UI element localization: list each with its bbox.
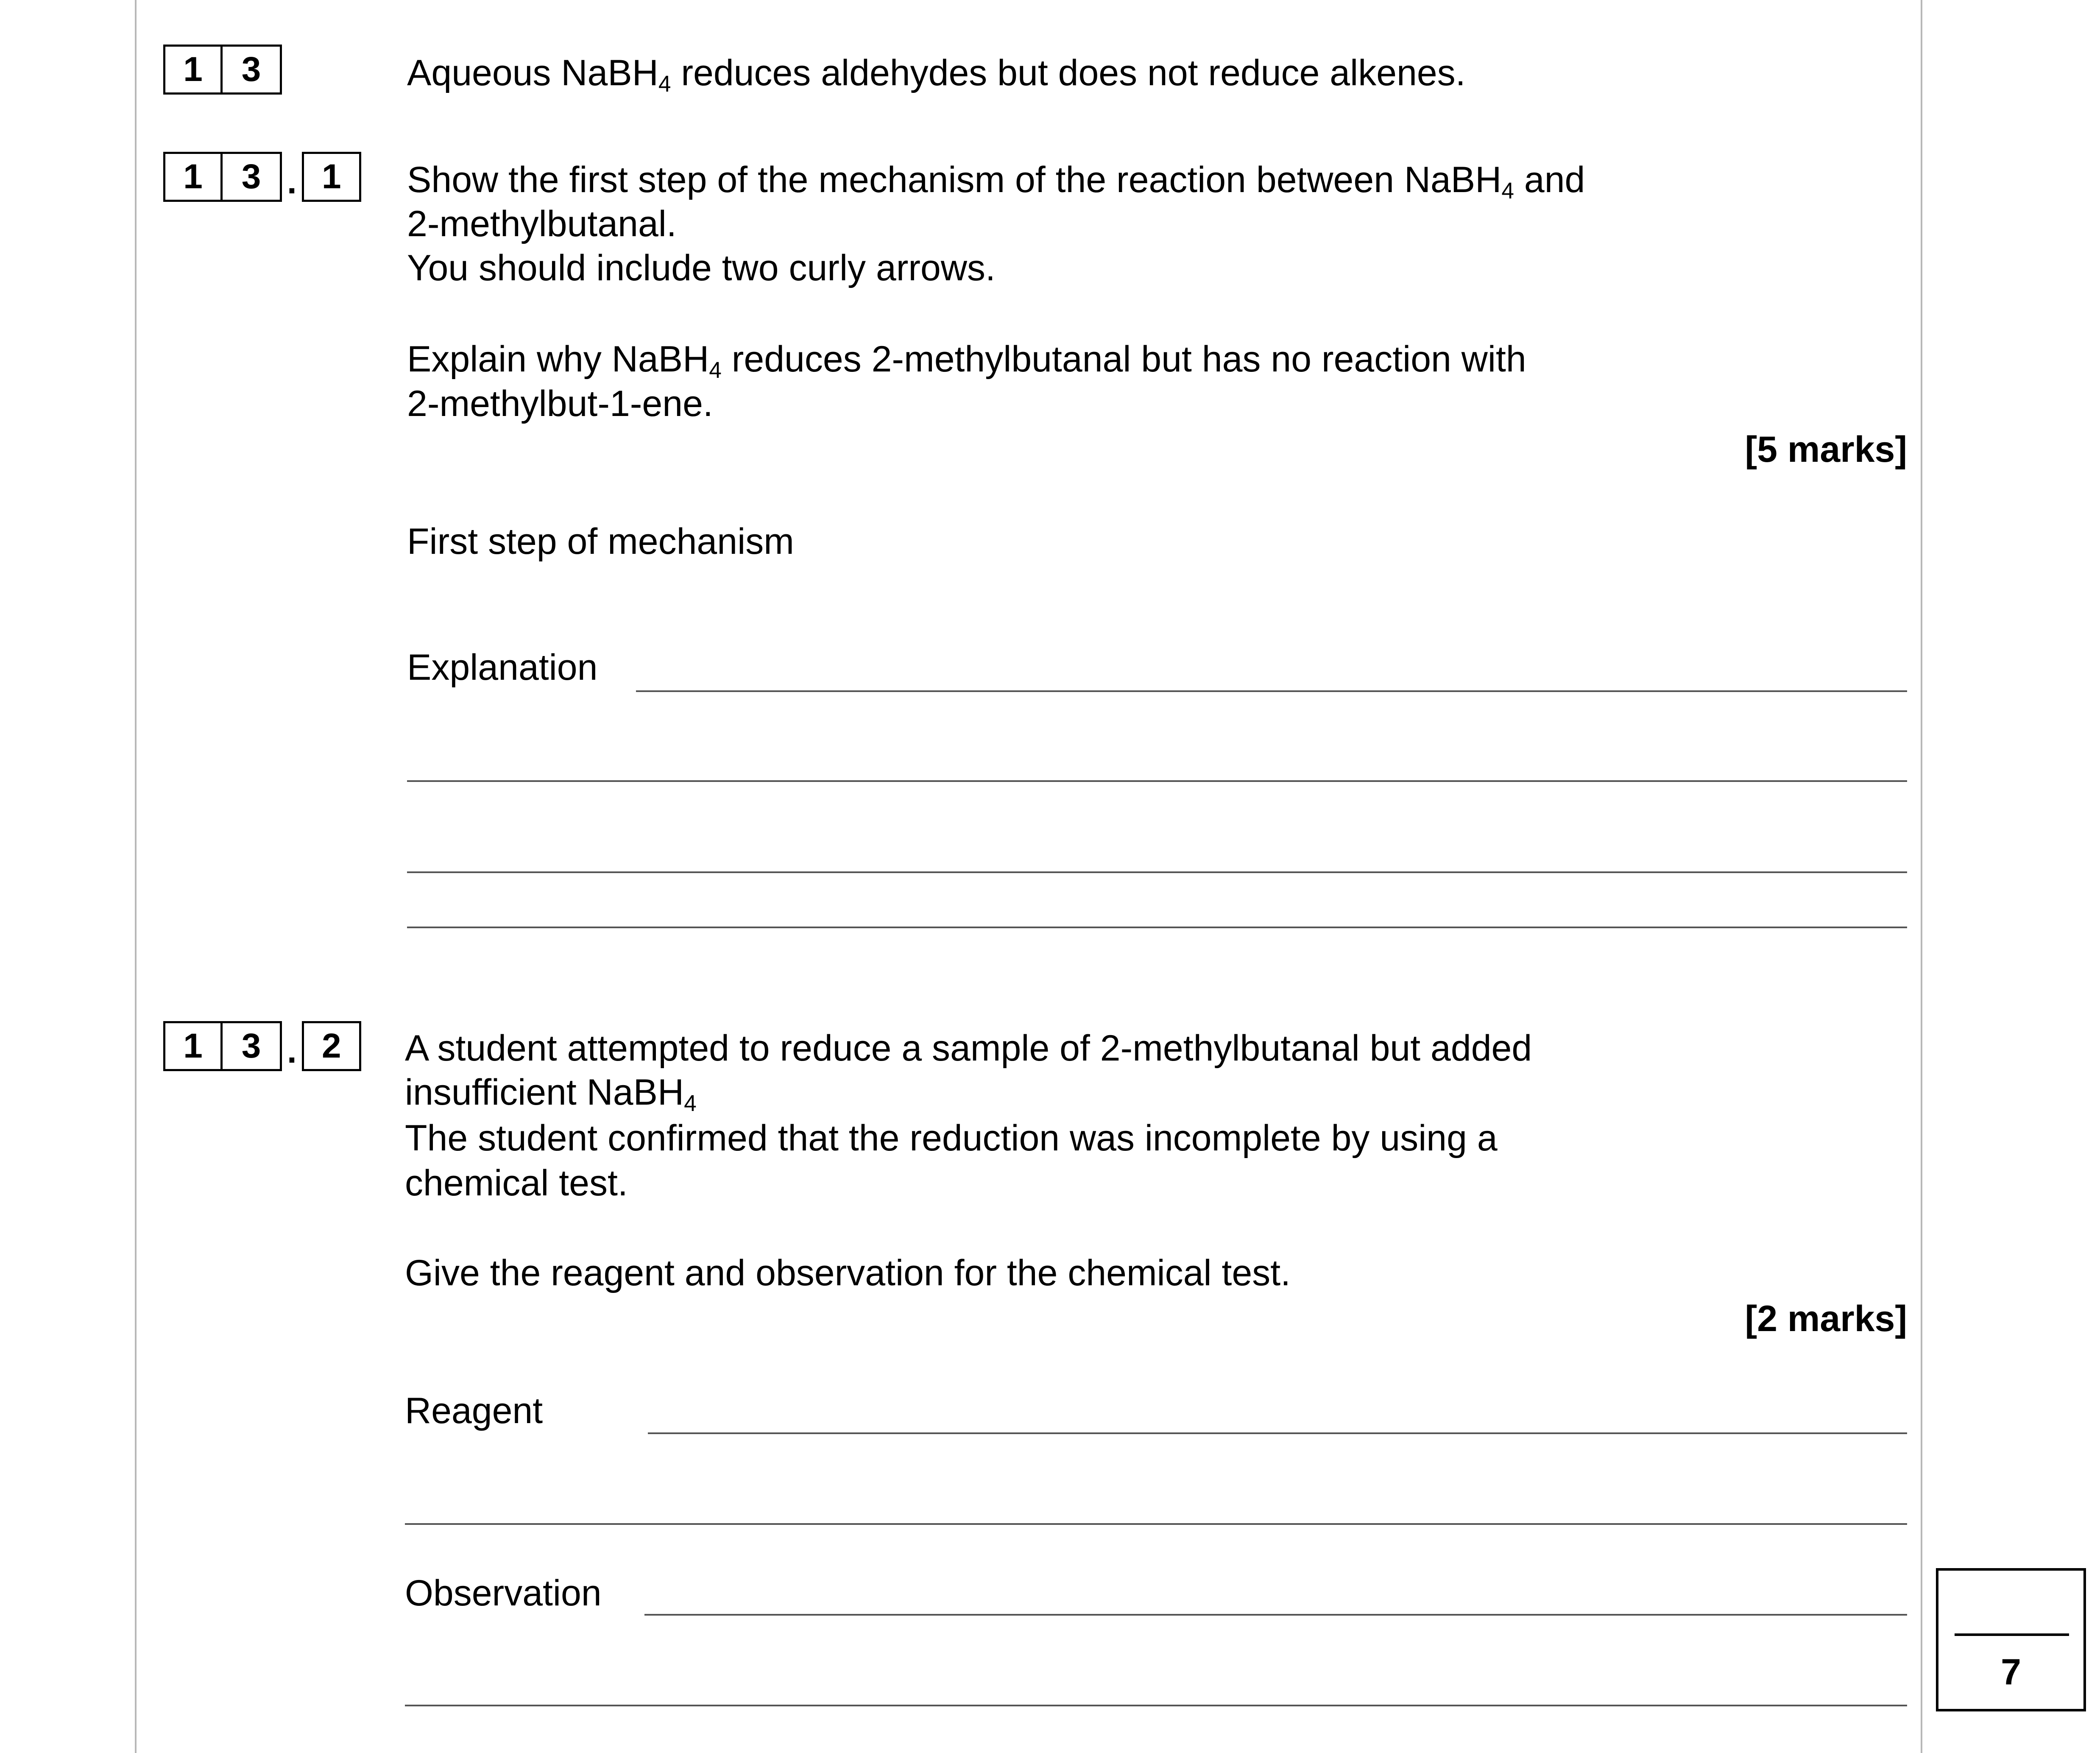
question-13-1-line-1: Show the first step of the mechanism of the reaction between NaBH4 and (407, 159, 1585, 204)
score-total: 7 (2001, 1652, 2021, 1692)
question-13-1-line-5: 2-methylbut-1-ene. (407, 383, 713, 424)
question-13-1-number (163, 152, 361, 202)
score-box-divider (1955, 1633, 2069, 1636)
question-13-1-marks: [5 marks] (1745, 429, 1907, 470)
part-separator: . (287, 1032, 297, 1070)
explanation-answer-line-1[interactable] (636, 690, 1907, 692)
mechanism-label: First step of mechanism (407, 521, 794, 562)
left-margin-line (135, 0, 137, 1753)
question-13-2-line-3: The student confirmed that the reduction was incomplete by using a (405, 1118, 1498, 1158)
question-13-1-line-4: Explain why NaBH4 reduces 2-methylbutanal but has no reaction with (407, 339, 1526, 383)
reagent-answer-line-2[interactable] (405, 1523, 1907, 1525)
reagent-label: Reagent (405, 1390, 543, 1431)
observation-label: Observation (405, 1573, 602, 1613)
part-digit: 2 (302, 1021, 361, 1071)
question-13-1-line-3: You should include two curly arrows. (407, 248, 996, 288)
explanation-label: Explanation (407, 647, 598, 688)
question-digit: 1 (163, 152, 223, 202)
question-13-1-line-2: 2-methylbutanal. (407, 204, 677, 244)
question-digit: 3 (223, 45, 282, 95)
explanation-answer-line-3[interactable] (407, 871, 1907, 873)
question-13-2-line-1: A student attempted to reduce a sample of 2-methylbutanal but added (405, 1028, 1532, 1069)
question-13-2-line-4: chemical test. (405, 1163, 628, 1203)
right-margin-line (1921, 0, 1922, 1753)
question-13-2-number (163, 1021, 361, 1071)
question-13-intro: Aqueous NaBH4 reduces aldehydes but does not reduce alkenes. (407, 53, 1466, 97)
question-13-2-line-2: insufficient NaBH4 (405, 1072, 697, 1116)
part-digit: 1 (302, 152, 361, 202)
observation-answer-line-2[interactable] (405, 1705, 1907, 1706)
question-digit: 3 (223, 152, 282, 202)
question-digit: 3 (223, 1021, 282, 1071)
question-digit: 1 (163, 1021, 223, 1071)
question-13-number (163, 45, 282, 95)
explanation-answer-line-2[interactable] (407, 780, 1907, 782)
explanation-answer-line-4[interactable] (407, 927, 1907, 928)
observation-answer-line-1[interactable] (644, 1614, 1907, 1616)
part-separator: . (287, 162, 297, 201)
reagent-answer-line-1[interactable] (648, 1432, 1907, 1434)
question-digit: 1 (163, 45, 223, 95)
question-13-2-line-5: Give the reagent and observation for the chemical test. (405, 1253, 1291, 1293)
question-13-2-marks: [2 marks] (1745, 1298, 1907, 1339)
